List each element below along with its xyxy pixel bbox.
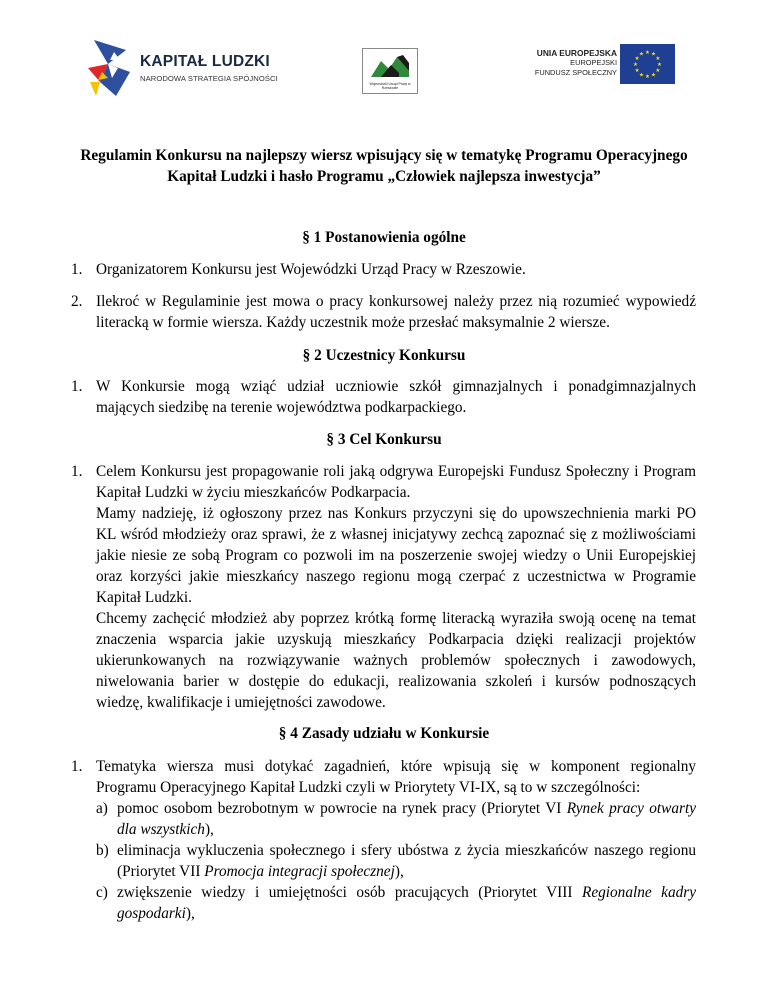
s4-subitem-a-line1: pomoc osobom bezrobotnym w powrocie na rynek pracy (Priorytet VI Rynek pracy otwarty — [117, 800, 696, 817]
eu-star-icon: ★ — [634, 56, 640, 62]
s1-item1-number: 1. — [71, 261, 83, 278]
s4-subitem-b-line2: (Priorytet VII Promocja integracji społecznej), — [117, 863, 404, 880]
eu-star-icon: ★ — [645, 50, 650, 56]
eu-star-icon: ★ — [639, 51, 644, 58]
kapital-ludzki-subtitle: NARODOWA STRATEGIA SPÓJNOŚCI — [140, 74, 278, 83]
eu-star-icon: ★ — [634, 68, 640, 74]
eu-star-icon: ★ — [651, 51, 656, 58]
s3-line: Celem Konkursu jest propagowanie roli jaką odgrywa Europejski Fundusz Społeczny i Program — [96, 463, 696, 480]
s3-line: KL wśród młodzieży oraz sprawi, że z własnej inicjatywy zechcą zapoznać się z możliwościami — [96, 526, 696, 543]
s3-line: oraz korzyści jakie mieszkańcy naszego regionu mogą czerpać z uczestnictwa w Programie — [96, 568, 696, 585]
s3-item1-number: 1. — [71, 463, 83, 480]
eu-line2: EUROPEJSKI — [570, 58, 617, 67]
s4-subitem-c-letter: c) — [96, 884, 108, 901]
s3-line: Mamy nadzieję, iż ogłoszony przez nas Konkurs przyczyni się do upowszechnienia marki PO — [96, 505, 696, 522]
section-2-heading: § 2 Uczestnicy Konkursu — [302, 347, 466, 364]
document-title-line2: Kapitał Ludzki i hasło Programu „Człowiek najlepsza inwestycja” — [167, 168, 601, 185]
section-1-heading: § 1 Postanowienia ogólne — [302, 229, 466, 246]
eu-star-icon: ★ — [655, 68, 661, 74]
wup-caption: Wojewódzki Urząd Pracy w Rzeszowie — [369, 82, 411, 90]
section-3-heading: § 3 Cel Konkursu — [326, 431, 442, 448]
eu-star-icon: ★ — [651, 72, 656, 79]
s4-subitem-a-line2: dla wszystkich), — [117, 821, 214, 838]
s4-subitem-b-line1: eliminacja wykluczenia społecznego i sfery ubóstwa z życia mieszkańców naszego regionu — [117, 842, 696, 859]
eu-flag-icon — [620, 44, 675, 84]
wup-logo — [362, 48, 418, 94]
s4-subitem-c-line1: zwiększenie wiedzy i umiejętności osób pracujących (Priorytet VIII Regionalne kadry — [117, 884, 697, 901]
s3-line: znaczenia wsparcia jakie uzyskują mieszkańcy Podkarpacia dzięki realizacji projektów — [96, 631, 696, 648]
kapital-ludzki-logo — [86, 38, 276, 98]
s1-item1-text: Organizatorem Konkursu jest Wojewódzki Urząd Pracy w Rzeszowie. — [96, 261, 526, 278]
wup-emblem-icon — [363, 51, 417, 81]
s3-line: ukierunkowanych na rozwiązywanie ważnych problemów społecznych i zawodowych, — [96, 652, 696, 669]
eu-star-icon: ★ — [639, 72, 644, 79]
document-title-line1: Regulamin Konkursu na najlepszy wiersz wpisujący się w tematykę Programu Operacyjnego — [80, 147, 688, 164]
s1-item2-number: 2. — [71, 293, 83, 310]
eu-star-icon: ★ — [655, 56, 661, 62]
s4-subitem-c-line2: gospodarki), — [117, 905, 195, 922]
s3-line: Chcemy zachęcić młodzież aby poprzez krótką formę literacką wyraziła swoją ocenę na temat — [96, 610, 696, 627]
s1-item2-line2: literacką w formie wiersza. Każdy uczestnik może przesłać maksymalnie 2 wiersze. — [96, 314, 610, 331]
s3-line: jakie niesie ze sobą Program co pozwoli im na poszerzenie swojej wiedzy o Unii Europejskiej — [96, 547, 696, 564]
eu-star-icon: ★ — [633, 62, 638, 68]
s3-line: Kapitał Ludzki w życiu mieszkańców Podkarpacia. — [96, 484, 411, 501]
s3-line: wiedzę, kwalifikacje i umiejętności zawodowe. — [96, 694, 386, 711]
eu-star-icon: ★ — [657, 62, 662, 68]
eu-star-icon: ★ — [645, 74, 650, 80]
s2-item1-line2: mających siedzibę na terenie województwa podkarpackiego. — [96, 399, 467, 416]
eu-line3: FUNDUSZ SPOŁECZNY — [534, 68, 617, 77]
s4-subitem-a-letter: a) — [96, 800, 108, 817]
kapital-ludzki-title: KAPITAŁ LUDZKI — [140, 53, 270, 70]
section-4-heading: § 4 Zasady udziału w Konkursie — [278, 725, 490, 742]
s3-line: Kapitał Ludzki. — [96, 589, 193, 606]
eu-line1: UNIA EUROPEJSKA — [536, 48, 617, 58]
eu-logo-text — [535, 48, 617, 78]
s4-item1-number: 1. — [71, 758, 83, 775]
s2-item1-number: 1. — [71, 378, 83, 395]
s4-intro-line2: Programu Operacyjnego Kapitał Ludzki czyli w Priorytety VI-IX, są to w szczególności: — [96, 779, 641, 796]
eu-logo — [520, 42, 675, 88]
s4-intro-line1: Tematyka wiersza musi dotykać zagadnień, które wpisują się w komponent regionalny — [96, 758, 696, 775]
s2-item1-line1: W Konkursie mogą wziąć udział uczniowie szkół gimnazjalnych i ponadgimnazjalnych — [96, 378, 696, 395]
s4-subitem-b-letter: b) — [96, 842, 109, 859]
s1-item2-line1: Ilekroć w Regulaminie jest mowa o pracy konkursowej należy przez nią rozumieć wypowiedź — [96, 293, 696, 310]
s3-line: niwelowania barier w dostępie do edukacji, realizowania szkoleń i kursów podnoszących — [96, 673, 696, 690]
kapital-ludzki-star-icon — [86, 38, 134, 98]
